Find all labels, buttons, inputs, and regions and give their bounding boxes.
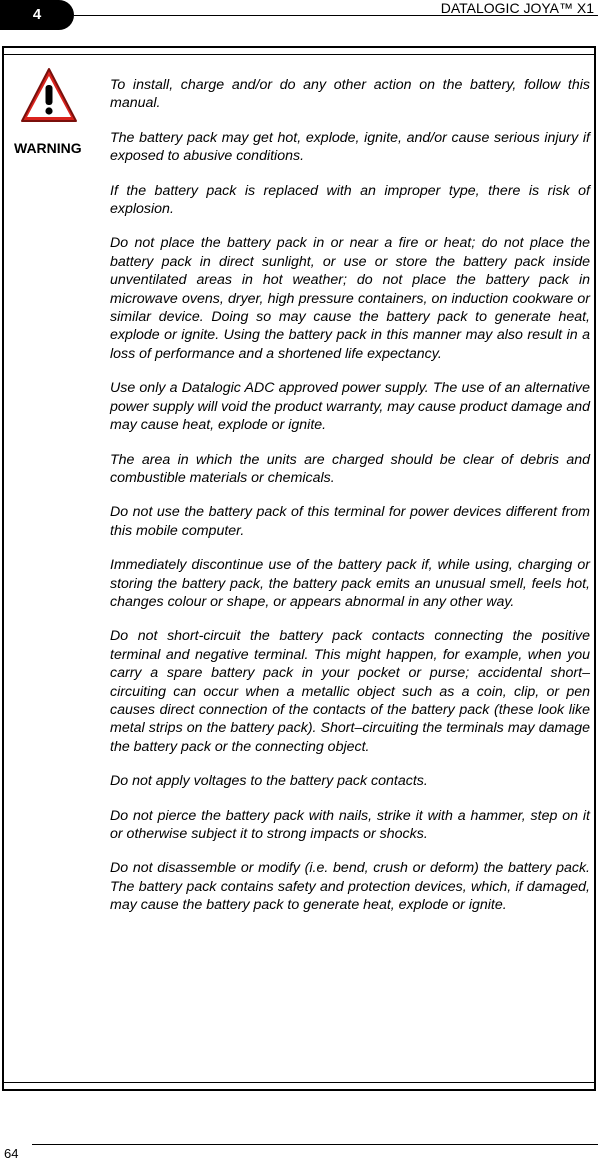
warning-paragraph: Use only a Datalogic ADC approved power supply. The use of an alternative power supply will void the product warranty, may cause product damage and may cause heat, explode or ignite. (110, 380, 590, 434)
document-title: DATALOGIC JOYA™ X1 (440, 0, 594, 16)
warning-paragraph: The area in which the units are charged should be clear of debris and combustible materials or chemicals. (110, 451, 590, 486)
warning-paragraph: The battery pack may get hot, explode, ignite, and/or cause serious injury if exposed to abusive conditions. (110, 129, 590, 165)
warning-paragraph: Do not disassemble or modify (i.e. bend, crush or deform) the battery pack. The battery pack contains safety and protection devices, which, if damaged, may cause the battery pack to generate heat, explode or ignite. (110, 860, 590, 914)
warning-text (110, 76, 590, 931)
warning-paragraph: Do not use the battery pack of this terminal for power devices different from this mobile computer. (110, 504, 590, 539)
warning-paragraph: To install, charge and/or do any other action on the battery, follow this manual. (110, 77, 590, 112)
warning-paragraph: Do not place the battery pack in or near a fire or heat; do not place the battery pack in direct sunlight, or use or store the battery pack inside unventilated areas in hot weather; do not place the battery pack in microwave ovens, dryer, high pressure containers, on induction cookware or similar device. Doing so may cause the battery pack to generate heat, explode or ignite. Using the battery pack in this manner may also result in a loss of performance and a shortened life expectancy. (110, 235, 590, 362)
warning-paragraph: Immediately discontinue use of the battery pack if, while using, charging or storing the battery pack, the battery pack emits an unusual smell, feels hot, changes colour or shape, or appears abnormal in any other way. (110, 557, 590, 610)
warning-triangle-icon (19, 66, 79, 126)
warning-paragraph: Do not pierce the battery pack with nails, strike it with a hammer, step on it or otherwise subject it to strong impacts or shocks. (110, 807, 590, 842)
footer-rule (32, 1144, 598, 1145)
warning-label: WARNING (14, 140, 82, 156)
chapter-badge: 4 (0, 0, 74, 30)
warning-paragraph: Do not short-circuit the battery pack contacts connecting the positive terminal and negative terminal. This might happen, for example, when you carry a spare battery pack in your pocket or purse; accidental short–circuiting can occur when a metallic object such as a coin, clip, or pen causes direct connection of the contacts of the battery pack (these look like metal strips on the battery pack). Short–circuiting the terminals may damage the battery pack or the connecting object. (110, 628, 590, 755)
warning-paragraph: If the battery pack is replaced with an improper type, there is risk of explosion. (110, 182, 590, 218)
warning-paragraph: Do not apply voltages to the battery pack contacts. (110, 773, 428, 790)
page-number: 64 (4, 1146, 19, 1161)
warning-box (2, 46, 596, 1091)
